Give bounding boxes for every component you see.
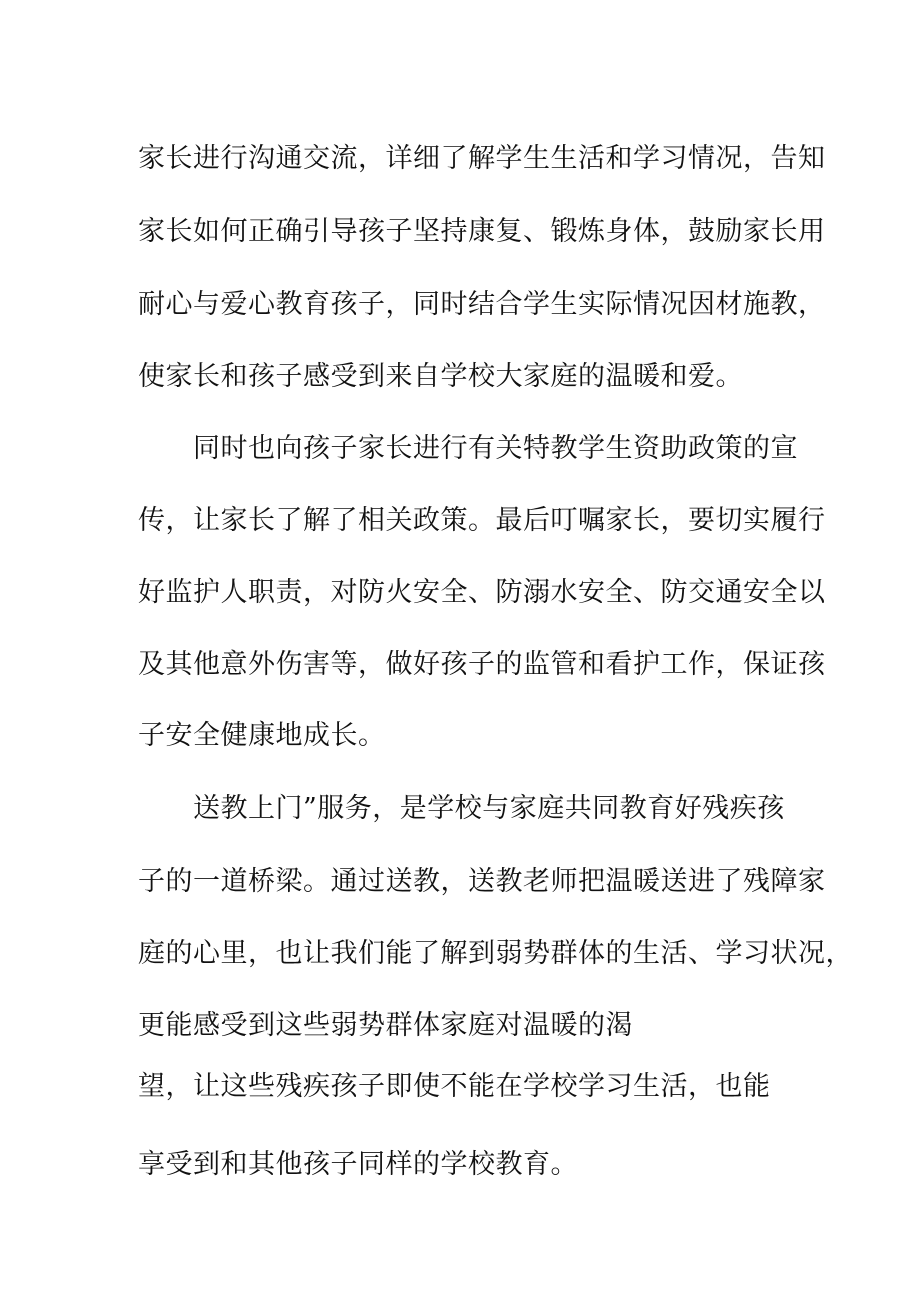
paragraph-start-line: 同时也向孩子家长进行有关特教学生资助政策的宣 (193, 433, 798, 464)
text-line: 好监护人职责，对防火安全、防溺水安全、防交通安全以 (138, 577, 826, 608)
text-line: 子安全健康地成长。 (138, 720, 386, 751)
text-line: 子的一道桥梁。通过送教，送教老师把温暖送进了残障家 (138, 866, 826, 897)
text-line: 传，让家长了解了相关政策。最后叮嘱家长，要切实履行 (138, 505, 826, 536)
text-line: 望，让这些残疾孩子即使不能在学校学习生活，也能 (138, 1071, 771, 1102)
text-line: 使家长和孩子感受到来自学校大家庭的温暖和爱。 (138, 361, 743, 392)
text-line: 家长如何正确引导孩子坚持康复、锻炼身体，鼓励家长用 (138, 216, 826, 247)
text-line: 及其他意外伤害等，做好孩子的监管和看护工作，保证孩 (138, 649, 826, 680)
text-line: 耐心与爱心教育孩子，同时结合学生实际情况因材施教， (138, 289, 826, 320)
text-line: 家长进行沟通交流，详细了解学生生活和学习情况，告知 (138, 143, 826, 174)
paragraph-start-line: 送教上门”服务，是学校与家庭共同教育好残疾孩 (193, 793, 785, 824)
text-line: 庭的心里，也让我们能了解到弱势群体的生活、学习状况， (138, 938, 853, 969)
text-line: 更能感受到这些弱势群体家庭对温暖的渴 (138, 1010, 633, 1041)
text-line: 享受到和其他孩子同样的学校教育。 (138, 1149, 578, 1180)
